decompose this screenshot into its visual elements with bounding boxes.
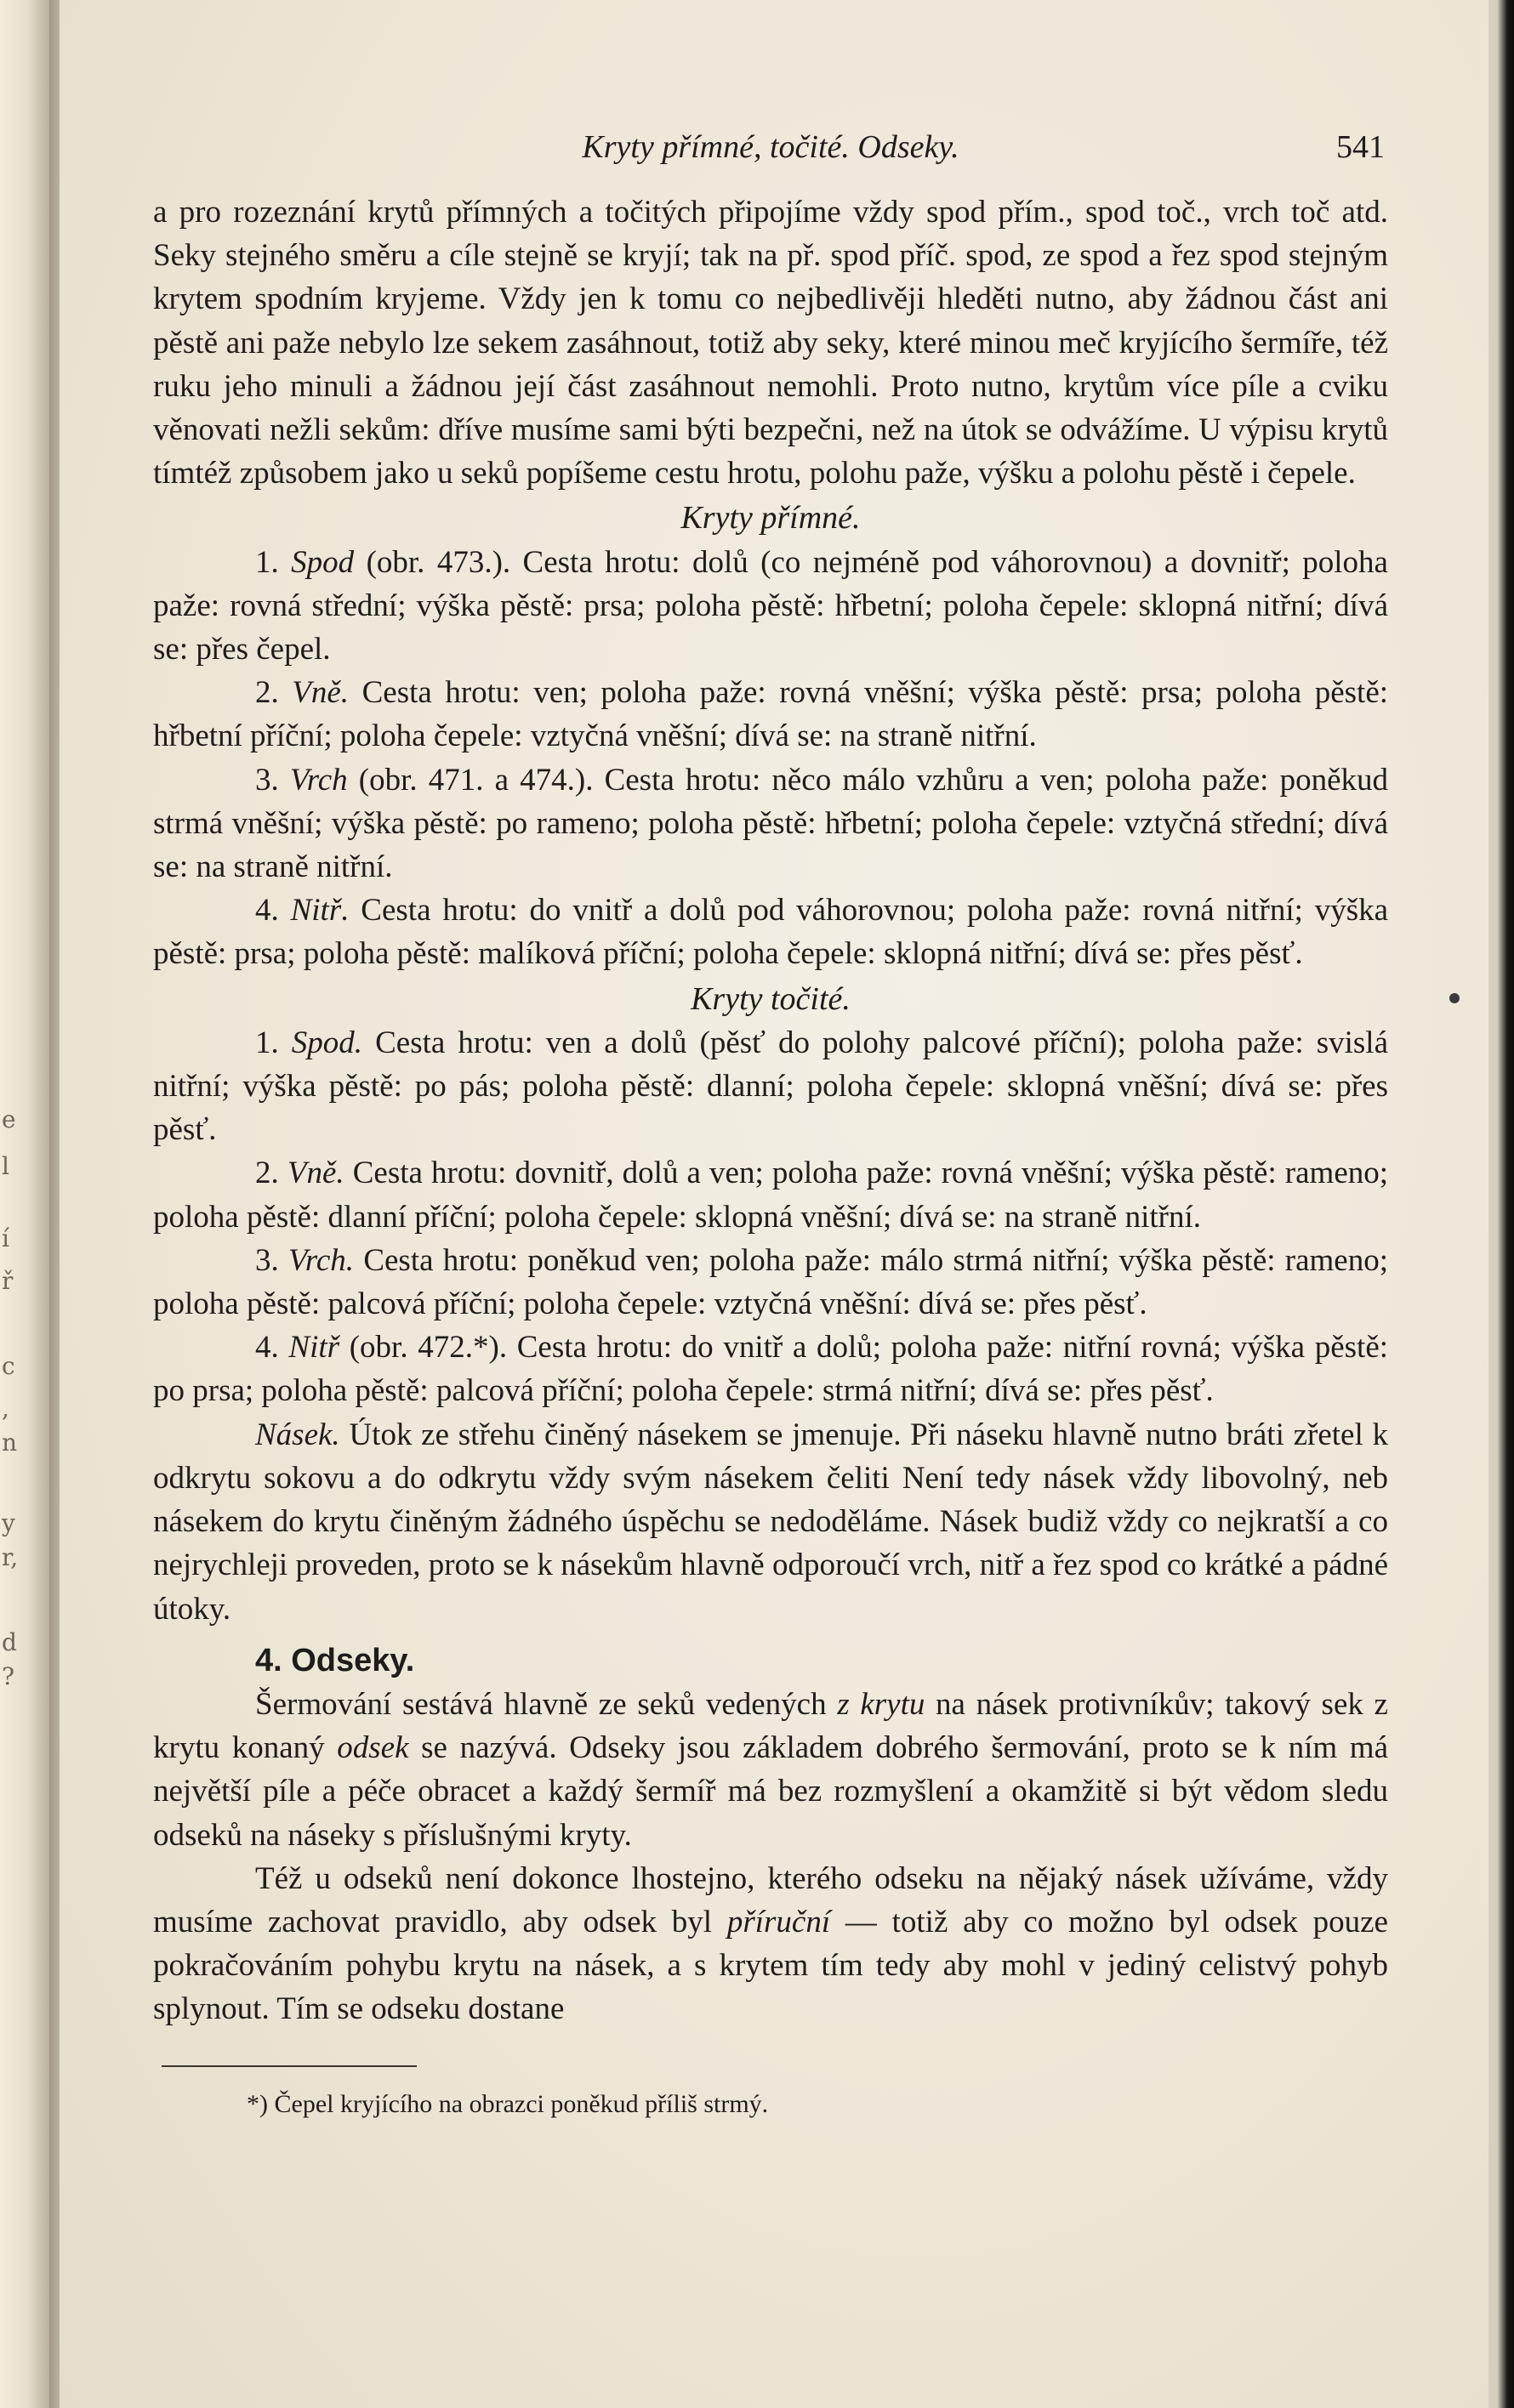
bleed-char: r, xyxy=(2,1543,19,1571)
bleed-char: c xyxy=(2,1352,15,1380)
footnote-rule xyxy=(162,2065,417,2067)
ink-dot xyxy=(1449,993,1460,1003)
bleed-char: í xyxy=(2,1224,9,1252)
bleed-char: ř xyxy=(2,1267,14,1295)
list-item: 4. Nitř. Cesta hrotu: do vnitř a dolů pod váhorovnou; poloha paže: rovná nitřní; výška pěstě: prsa; poloha pěstě: malíková příční; poloha čepele: sklopná nitřní; dívá se: přes pěsť. xyxy=(153,893,1389,972)
book-binding xyxy=(0,0,49,2408)
footnote: *) Čepel kryjícího na obrazci poněkud příliš strmý. xyxy=(247,2089,769,2118)
list-item: 4. Nitř (obr. 472.*). Cesta hrotu: do vnitř a dolů; poloha paže: nitřní rovná; výška pěstě: po prsa; poloha pěstě: palcová příční; poloha čepele: strmá nitřní; dívá se: přes pěsť. xyxy=(153,1330,1389,1409)
book-page xyxy=(60,0,1488,2408)
bleed-char: ? xyxy=(2,1662,15,1690)
odseky-paragraph-1: Šermování sestává hlavně ze seků vedených z krytu na násek protivníkův; takový sek z krytu konaný odsek se nazývá. Odseky jsou základem dobrého šermování, proto se k ním má největší píle a péče obracet a každý šermíř má bez rozmyšlení a okamžitě si být vědom sledu odseků na náseky s příslušnými kryty. xyxy=(153,1686,1388,1853)
bleed-char: e xyxy=(2,1105,16,1133)
intro-paragraph: a pro rozeznání krytů přímných a točitých připojíme vždy spod přím., spod toč., vrch toč atd. Seky stejného směru a cíle stejně se kryjí; tak na př. spod příč. spod, ze spod a řez spod stejným krytem spodním kryjeme. Vždy jen k tomu co nejbedlivěji hleděti nutno, aby žádnou část ani pěstě ani paže nebylo lze sekem zasáhnout, totiž aby seky, které minou meč kryjícího šermíře, též ruku jeho minuli a žádnou její část zasáhnout nemohli. Proto nutno, krytům více píle a cviku věnovati nežli sekům: dříve musíme sami býti bezpečni, než na útok se odvážíme. U výpisu krytů tímtéž způsobem jako u seků popíšeme cestu hrotu, polohu paže, výšku a polohu pěstě i čepele. xyxy=(153,195,1388,491)
page-text-block xyxy=(153,126,1388,2126)
list-item: 1. Spod (obr. 473.). Cesta hrotu: dolů (co nejméně pod váhorovnou) a dovnitř; poloha paže: rovná střední; výška pěstě: prsa; poloha pěstě: hřbetní; poloha čepele: sklopná nitřní; dívá se: přes čepel. xyxy=(153,544,1388,667)
list-item: 3. Vrch (obr. 471. a 474.). Cesta hrotu: něco málo vzhůru a ven; poloha paže: poněkud strmá vněšní; výška pěstě: po rameno; poloha pěstě: hřbetní; poloha čepele: vztyčná střední; dívá se: na straně nitřní. xyxy=(153,762,1388,885)
list-item: 3. Vrch. Cesta hrotu: poněkud ven; poloha paže: málo strmá nitřní; výška pěstě: rameno; poloha pěstě: palcová příční; poloha čepele: vztyčná vněšní: dívá se: přes pěsť. xyxy=(153,1242,1388,1322)
bleed-char: n xyxy=(2,1428,18,1457)
section-heading-odseky: 4. Odseky. xyxy=(255,1642,415,1678)
page-number: 541 xyxy=(1336,129,1385,165)
bleed-char: y xyxy=(2,1509,15,1537)
odseky-paragraph-2: Též u odseků není dokonce lhostejno, kterého odseku na nějaký násek užíváme, vždy musíme zachovat pravidlo, aby odsek byl příruční — totiž aby co možno byl odsek pouze pokračováním pohybu krytu na násek, a s krytem tím tedy aby mohl v jediný celistvý pohyb splynout. Tím se odseku dostane xyxy=(153,1860,1388,2027)
running-head-title: Kryty přímné, točité. Odseky. xyxy=(582,129,959,165)
subsection-title-tocite: Kryty točité. xyxy=(691,980,851,1017)
page-edge-shadow xyxy=(1497,0,1514,2408)
list-item: 2. Vně. Cesta hrotu: ven; poloha paže: rovná vněšní; výška pěstě: prsa; poloha pěstě: hřbetní příční; poloha čepele: vztyčná vněšní; dívá se: na straně nitřní. xyxy=(153,675,1389,754)
subsection-title-primne: Kryty přímné. xyxy=(680,500,861,537)
list-item: 2. Vně. Cesta hrotu: dovnitř, dolů a ven; poloha paže: rovná vněšní; výška pěstě: rameno; poloha pěstě: dlanní příční; poloha čepele: sklopná vněšní; dívá se: na straně nitřní. xyxy=(153,1156,1389,1235)
running-head xyxy=(153,126,1388,179)
bleed-char: , xyxy=(2,1394,9,1423)
bleed-char: l xyxy=(2,1152,9,1180)
bleed-char: d xyxy=(2,1628,17,1656)
nasek-paragraph: Násek. Útok ze střehu činěný násekem se jmenuje. Při náseku hlavně nutno bráti zřetel k odkrytu sokovu a do odkrytu vždy svým násekem čeliti Není tedy násek vždy libovolný, neb násekem do krytu činěným žádného úspěchu se nedoděláme. Násek budiž vždy co nejkratší a co nejrychleji proveden, proto se k násekům hlavně odporoučí vrch, nitř a řez spod co krátké a pádné útoky. xyxy=(153,1417,1389,1627)
list-item: 1. Spod. Cesta hrotu: ven a dolů (pěsť do polohy palcové příční); poloha paže: svislá nitřní; výška pěstě: po pás; poloha pěstě: dlanní; poloha čepele: sklopná vněšní; dívá se: přes pěsť. xyxy=(153,1025,1389,1148)
